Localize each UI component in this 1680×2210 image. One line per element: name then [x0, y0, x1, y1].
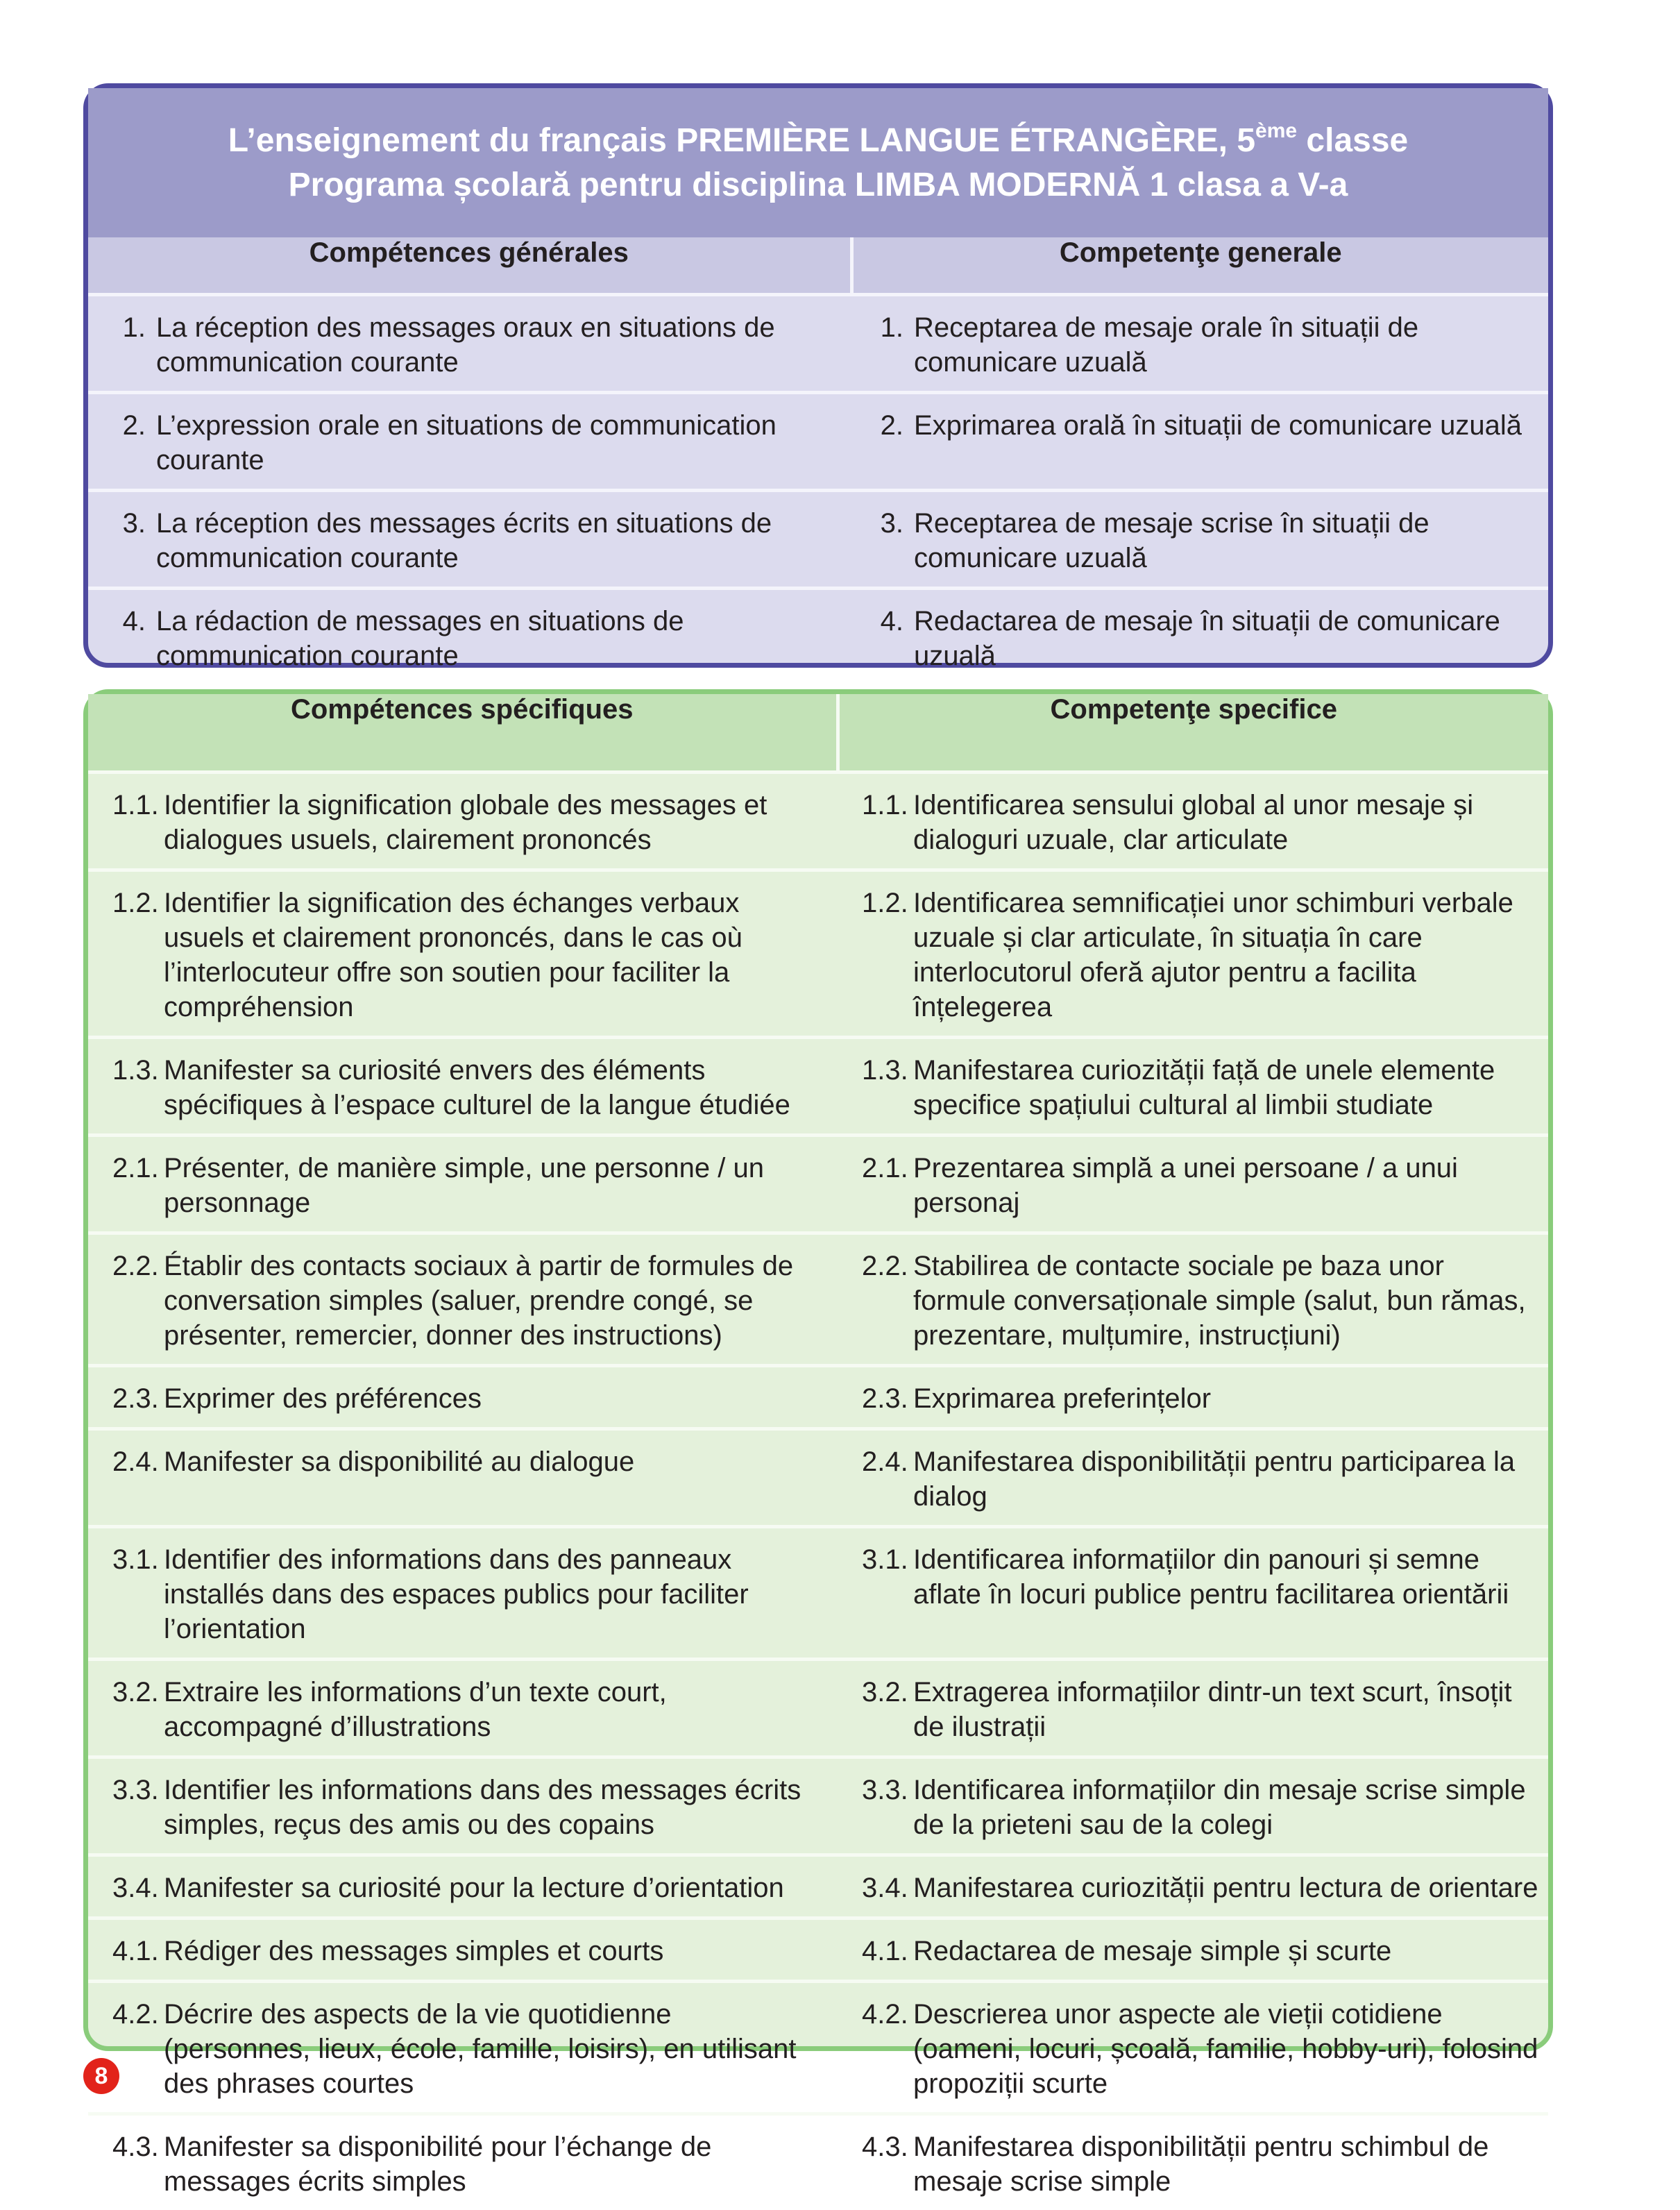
item-text-fr: Manifester sa disponibilité pour l’échange de messages écrits simples [164, 2129, 817, 2199]
page-number-badge: 8 [83, 2058, 119, 2094]
item-number: 2.2. [862, 1249, 913, 1353]
item-number: 3.2. [862, 1675, 913, 1744]
title-fr-superscript: ème [1255, 119, 1297, 142]
item-text-ro: Prezentarea simplă a unei persoane / a unui personaj [913, 1151, 1541, 1220]
item-number: 4.3. [862, 2129, 913, 2199]
item-text-ro: Manifestarea curiozității pentru lectura de orientare [913, 1871, 1538, 1905]
title-line-ro: Programa școlară pentru disciplina LIMBA MODERNĂ 1 clasa a V-a [88, 163, 1548, 208]
column-header-fr: Compétences générales [88, 237, 851, 295]
cell-ro [838, 1855, 1548, 1918]
item-number: 3. [865, 506, 914, 575]
item-number: 1.3. [862, 1053, 913, 1122]
cell-ro [838, 2114, 1548, 2210]
item-text-ro: Identificarea semnificației unor schimburi verbale uzuale și clar articulate, în situația în care interlocutorul oferă ajutor pentru a facilita înțelegerea [913, 886, 1541, 1024]
item-text-ro: Manifestarea curiozității față de unele elemente specifice spațiului cultural al limbii studiate [913, 1053, 1541, 1122]
table-row [88, 1527, 1548, 1660]
cell-ro [838, 1038, 1548, 1136]
cell-fr [88, 1527, 838, 1660]
cell-fr [88, 1660, 838, 1757]
item-number: 3.2. [112, 1675, 164, 1744]
item-number: 3.3. [862, 1773, 913, 1842]
cell-ro [838, 870, 1548, 1038]
item-number: 3. [108, 506, 156, 575]
item-number: 2.3. [112, 1381, 164, 1416]
cell-fr [88, 870, 838, 1038]
item-text-fr: Exprimer des préférences [164, 1381, 482, 1416]
cell-ro [838, 773, 1548, 870]
table-row [88, 589, 1548, 685]
item-text-ro: Redactarea de mesaje în situații de comunicare uzuală [914, 604, 1541, 673]
table-row [88, 1233, 1548, 1366]
cell-fr [88, 1136, 838, 1233]
table-row [88, 2114, 1548, 2210]
item-text-fr: Manifester sa disponibilité au dialogue [164, 1444, 634, 1479]
cell-ro [851, 393, 1548, 491]
item-number: 3.1. [862, 1542, 913, 1612]
item-text-ro: Receptarea de mesaje orale în situații de comunicare uzuală [914, 310, 1541, 380]
item-text-fr: Manifester sa curiosité pour la lecture d’orientation [164, 1871, 784, 1905]
cell-fr [88, 393, 851, 491]
item-text-fr: Présenter, de manière simple, une personne / un personnage [164, 1151, 817, 1220]
cell-ro [838, 1366, 1548, 1429]
cell-fr [88, 589, 851, 685]
item-number: 4.2. [862, 1997, 913, 2101]
item-number: 1. [865, 310, 914, 380]
table-row [88, 870, 1548, 1038]
item-text-fr: La rédaction de messages en situations de communication courante [156, 604, 824, 673]
general-competences-panel [83, 83, 1553, 668]
item-number: 4.1. [862, 1934, 913, 1968]
item-text-fr: La réception des messages écrits en situations de communication courante [156, 506, 824, 575]
cell-ro [838, 1660, 1548, 1757]
column-header-ro: Competenţe specifice [838, 694, 1548, 773]
cell-fr [88, 1757, 838, 1855]
page-title [88, 88, 1548, 237]
cell-ro [838, 1429, 1548, 1527]
cell-ro [838, 1233, 1548, 1366]
item-number: 1.1. [862, 788, 913, 857]
cell-ro [838, 1982, 1548, 2114]
item-number: 2.4. [862, 1444, 913, 1514]
column-header-fr: Compétences spécifiques [88, 694, 838, 773]
cell-fr [88, 773, 838, 870]
cell-fr [88, 491, 851, 589]
title-fr-suffix: classe [1297, 122, 1408, 159]
cell-fr [88, 2114, 838, 2210]
table-row [88, 1429, 1548, 1527]
item-text-fr: Identifier les informations dans des messages écrits simples, reçus des amis ou des copains [164, 1773, 817, 1842]
cell-fr [88, 295, 851, 393]
item-text-ro: Exprimarea orală în situații de comunicare uzuală [914, 408, 1522, 443]
item-number: 3.4. [862, 1871, 913, 1905]
table-row [88, 1660, 1548, 1757]
table-row [88, 1136, 1548, 1233]
table-row [88, 1855, 1548, 1918]
item-number: 2. [865, 408, 914, 443]
item-number: 3.3. [112, 1773, 164, 1842]
table-row [88, 1982, 1548, 2114]
item-text-ro: Redactarea de mesaje simple și scurte [913, 1934, 1391, 1968]
item-text-fr: Identifier la signification des échanges verbaux usuels et clairement prononcés, dans le cas où l’interlocuteur offre son soutien pour faciliter la compréhension [164, 886, 817, 1024]
item-number: 2.4. [112, 1444, 164, 1479]
item-text-fr: Établir des contacts sociaux à partir de formules de conversation simples (saluer, prendre congé, se présenter, remercier, donner des instructions) [164, 1249, 817, 1353]
item-number: 1.3. [112, 1053, 164, 1122]
item-text-fr: Extraire les informations d’un texte court, accompagné d’illustrations [164, 1675, 817, 1744]
item-number: 1.1. [112, 788, 164, 857]
item-number: 2. [108, 408, 156, 478]
item-number: 1. [108, 310, 156, 380]
table-row [88, 295, 1548, 393]
item-number: 3.4. [112, 1871, 164, 1905]
title-fr-text: L’enseignement du français PREMIÈRE LANGUE ÉTRANGÈRE, 5 [228, 122, 1255, 159]
item-number: 2.2. [112, 1249, 164, 1353]
item-text-ro: Identificarea informațiilor din panouri și semne aflate în locuri publice pentru facilitarea orientării [913, 1542, 1541, 1612]
item-number: 4. [865, 604, 914, 673]
item-number: 3.1. [112, 1542, 164, 1646]
item-text-fr: La réception des messages oraux en situations de communication courante [156, 310, 824, 380]
cell-fr [88, 1366, 838, 1429]
item-text-ro: Identificarea informațiilor din mesaje scrise simple de la prieteni sau de la colegi [913, 1773, 1541, 1842]
item-text-ro: Exprimarea preferințelor [913, 1381, 1211, 1416]
item-number: 4.3. [112, 2129, 164, 2199]
item-number: 4.2. [112, 1997, 164, 2101]
item-number: 2.3. [862, 1381, 913, 1416]
column-header-ro: Competenţe generale [851, 237, 1548, 295]
item-text-fr: L’expression orale en situations de communication courante [156, 408, 824, 478]
general-competences-table [88, 237, 1548, 684]
item-text-ro: Receptarea de mesaje scrise în situații de comunicare uzuală [914, 506, 1541, 575]
cell-fr [88, 1918, 838, 1982]
table-row [88, 1757, 1548, 1855]
item-number: 4.1. [112, 1934, 164, 1968]
item-text-fr: Décrire des aspects de la vie quotidienne (personnes, lieux, école, famille, loisirs), en utilisant des phrases courtes [164, 1997, 817, 2101]
cell-fr [88, 1429, 838, 1527]
cell-fr [88, 1038, 838, 1136]
table-row [88, 1918, 1548, 1982]
item-number: 1.2. [112, 886, 164, 1024]
cell-ro [838, 1527, 1548, 1660]
cell-ro [838, 1918, 1548, 1982]
item-text-fr: Identifier des informations dans des panneaux installés dans des espaces publics pour faciliter l’orientation [164, 1542, 817, 1646]
cell-ro [838, 1757, 1548, 1855]
cell-ro [851, 295, 1548, 393]
item-text-fr: Identifier la signification globale des messages et dialogues usuels, clairement prononcés [164, 788, 817, 857]
cell-fr [88, 1855, 838, 1918]
item-text-ro: Descrierea unor aspecte ale vieții cotidiene (oameni, locuri, școală, familie, hobby-uri), folosind propoziții scurte [913, 1997, 1541, 2101]
specific-competences-table [88, 694, 1548, 2210]
item-text-ro: Identificarea sensului global al unor mesaje și dialoguri uzuale, clar articulate [913, 788, 1541, 857]
cell-fr [88, 1982, 838, 2114]
item-text-fr: Rédiger des messages simples et courts [164, 1934, 663, 1968]
cell-ro [838, 1136, 1548, 1233]
table-row [88, 1038, 1548, 1136]
item-text-ro: Stabilirea de contacte sociale pe baza unor formule conversaționale simple (salut, bun rămas, prezentare, mulțumire, instrucțiuni) [913, 1249, 1541, 1353]
specific-competences-panel [83, 689, 1553, 2051]
table-row [88, 491, 1548, 589]
table-row [88, 1366, 1548, 1429]
item-text-ro: Extragerea informațiilor dintr-un text scurt, însoțit de ilustrații [913, 1675, 1541, 1744]
cell-ro [851, 491, 1548, 589]
table-row [88, 393, 1548, 491]
table-row [88, 773, 1548, 870]
item-text-fr: Manifester sa curiosité envers des éléments spécifiques à l’espace culturel de la langue étudiée [164, 1053, 817, 1122]
cell-ro [851, 589, 1548, 685]
item-number: 2.1. [862, 1151, 913, 1220]
item-number: 1.2. [862, 886, 913, 1024]
title-line-fr [88, 119, 1548, 163]
item-text-ro: Manifestarea disponibilității pentru participarea la dialog [913, 1444, 1541, 1514]
cell-fr [88, 1233, 838, 1366]
item-number: 2.1. [112, 1151, 164, 1220]
item-text-ro: Manifestarea disponibilității pentru schimbul de mesaje scrise simple [913, 2129, 1541, 2199]
item-number: 4. [108, 604, 156, 673]
